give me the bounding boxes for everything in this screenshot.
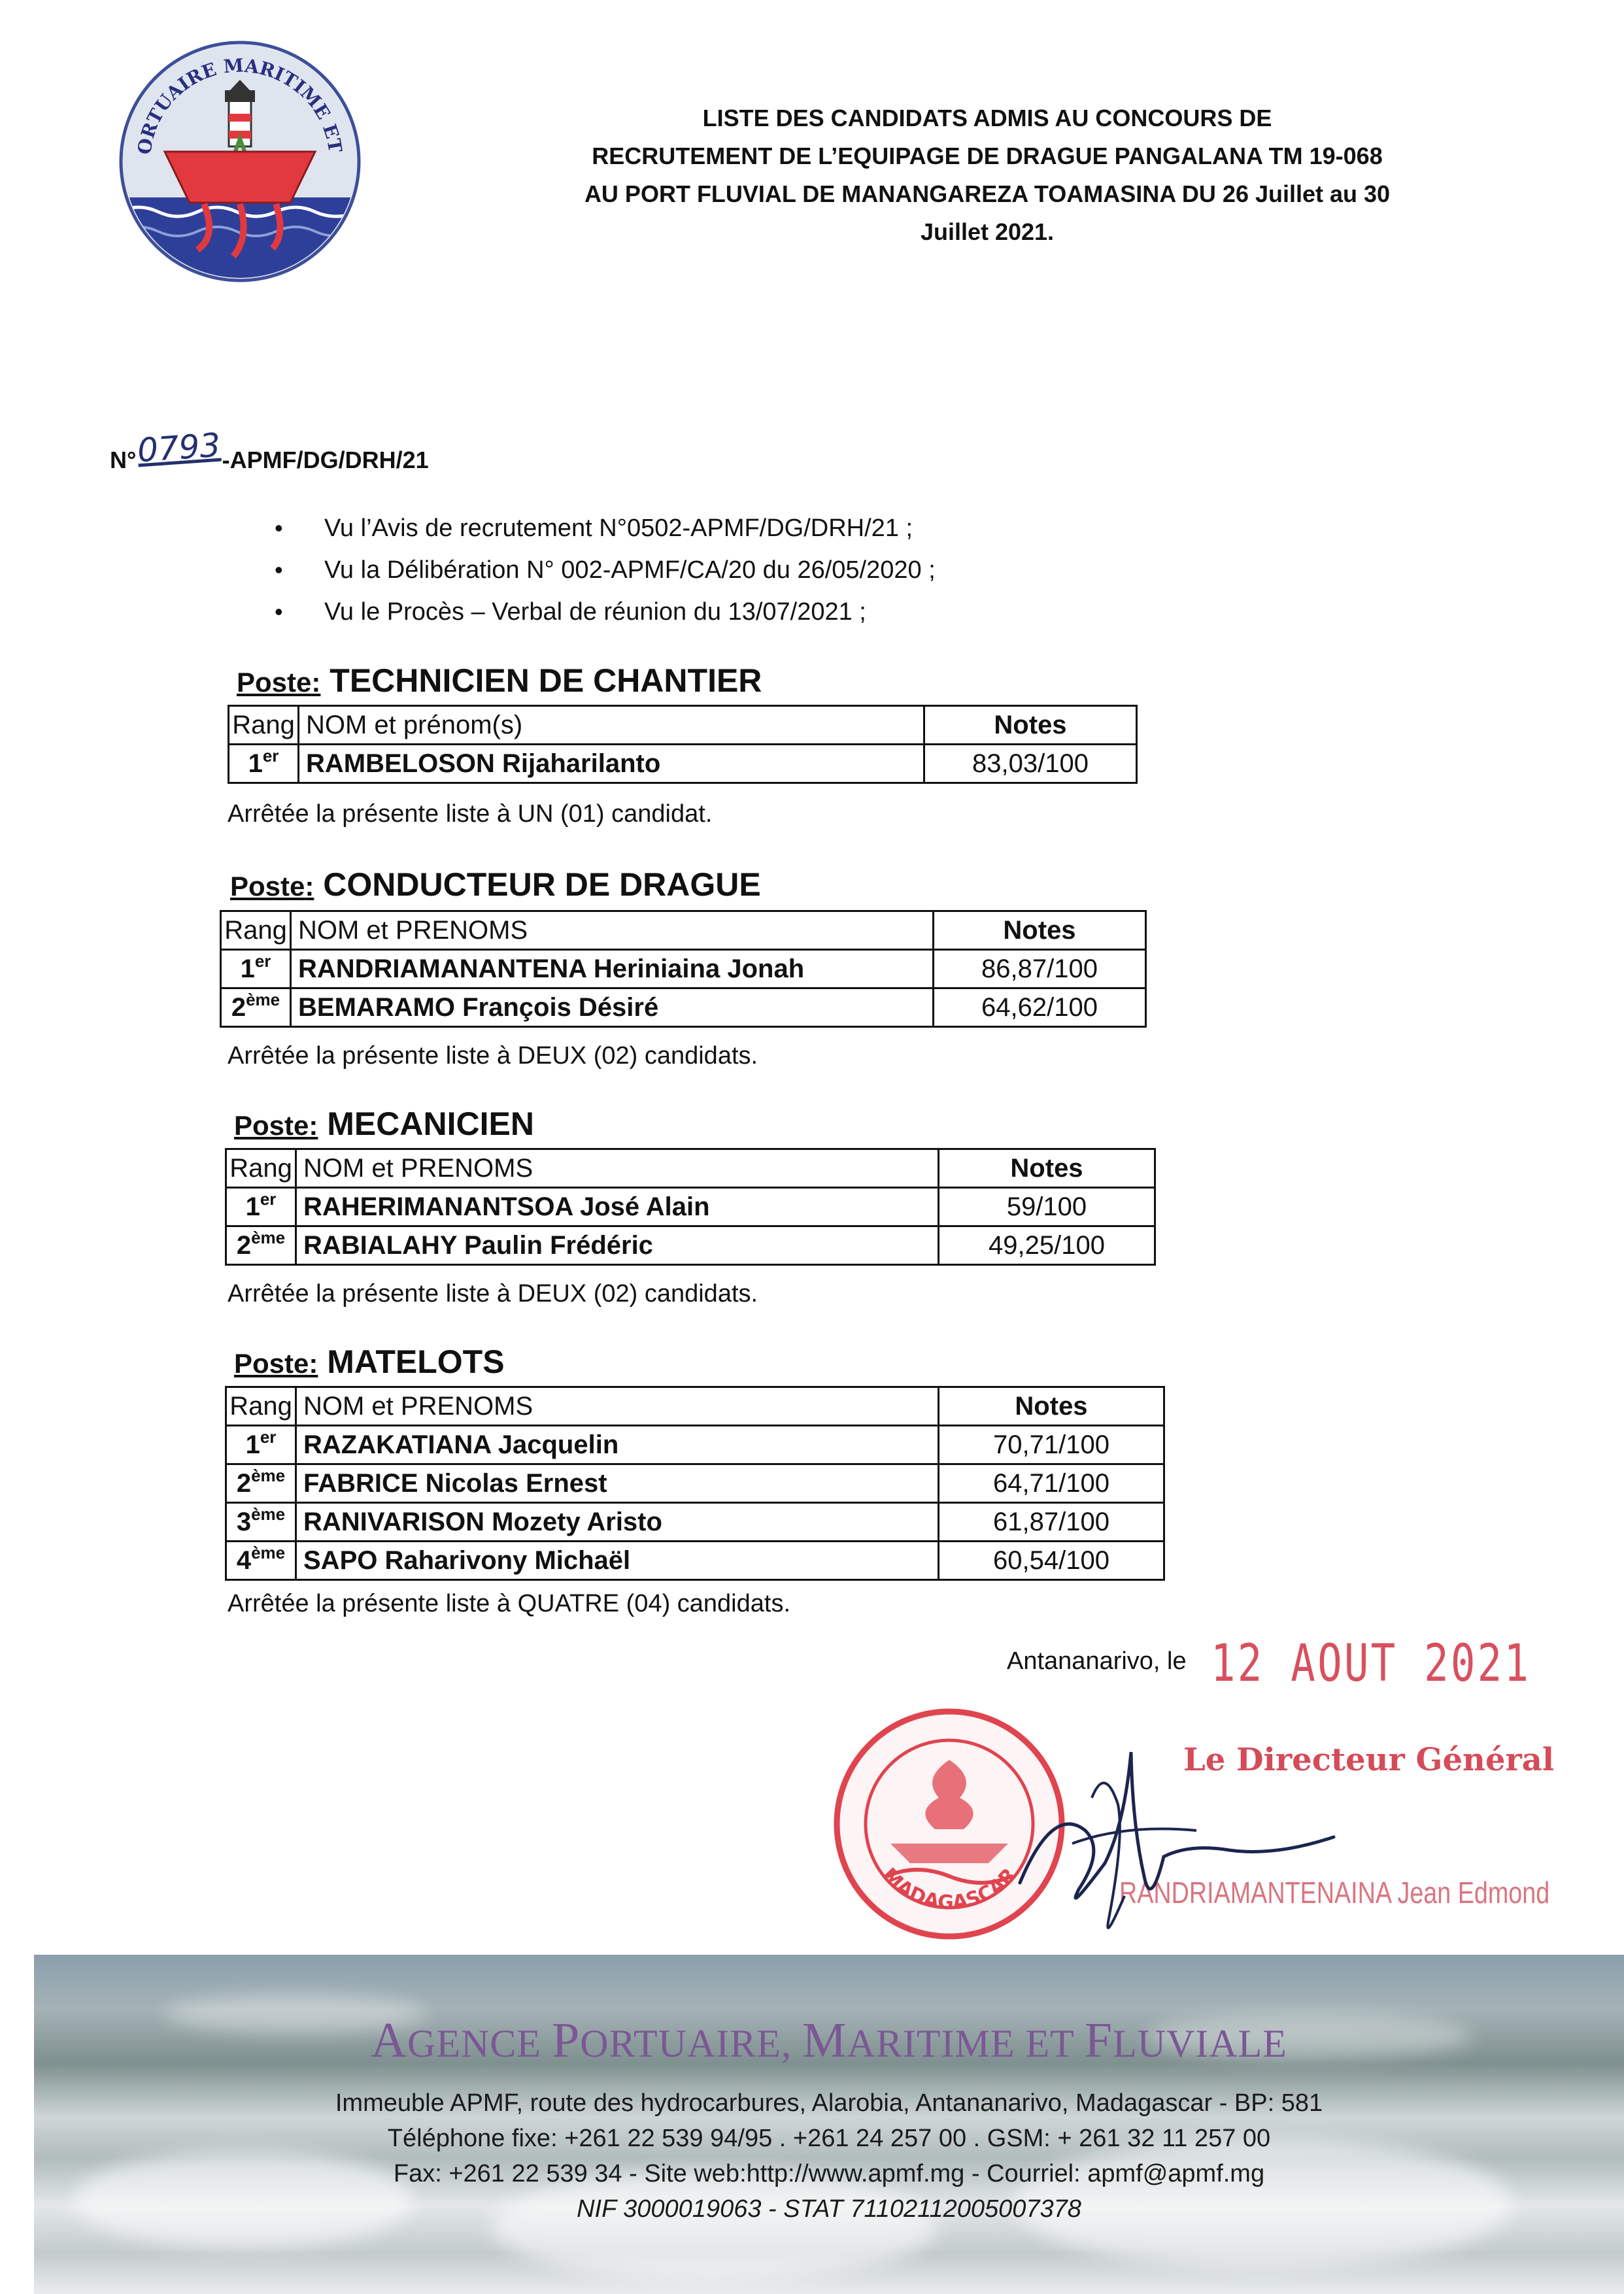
handwritten-number: 0793 [136,426,222,470]
note-cell: 61,87/100 [939,1503,1164,1542]
poste-heading: Poste: TECHNICIEN DE CHANTIER [237,662,762,699]
nif-stat-line: NIF 3000019063 - STAT 71102112005007378 [577,2195,1081,2223]
phone-line: Téléphone fixe: +261 22 539 94/95 . +261 24 257 00 . GSM: + 261 32 11 257 00 [387,2125,1271,2152]
reference-prefix: N° [110,447,137,473]
rank-cell: 2ème [226,1464,296,1503]
note-cell: 60,54/100 [939,1542,1164,1580]
table-row [226,1188,1155,1226]
table-row [221,950,1146,988]
table-row [226,1226,1155,1265]
closing-text: Arrêtée la présente liste à DEUX (02) candidats. [228,1042,758,1070]
reference-number [110,426,429,476]
name-cell: FABRICE Nicolas Ernest [296,1464,939,1503]
note-cell: 64,62/100 [934,988,1146,1027]
handwritten-signature [994,1726,1360,1961]
rank-cell: 2ème [221,988,291,1027]
poste-label: Poste [234,1348,309,1379]
director-name: RANDRIAMANTENAINA Jean Edmond [1119,1876,1550,1910]
note-cell: 83,03/100 [924,745,1137,783]
note-cell: 49,25/100 [939,1226,1155,1265]
closing-text: Arrêtée la présente liste à DEUX (02) candidats. [228,1280,758,1307]
director-title: Le Directeur Général [1183,1742,1555,1778]
results-table [225,1386,1165,1581]
contact-block [34,2085,1624,2227]
name-cell: BEMARAMO François Désiré [291,988,934,1027]
poste-heading: Poste: MATELOTS [234,1343,505,1380]
poste-label: Poste [237,667,312,698]
title-line: RECRUTEMENT DE L’EQUIPAGE DE DRAGUE PANGALANA TM 19-068 [592,143,1383,169]
document-title [497,99,1478,251]
poste-heading: Poste: MECANICIEN [234,1105,534,1142]
table-row [226,1542,1164,1580]
header-nom: NOM et PRENOMS [296,1387,939,1426]
name-cell: RANDRIAMANANTENA Heriniaina Jonah [291,950,934,988]
header-rang: Rang [226,1387,296,1426]
results-table [228,705,1138,784]
poste-title: MATELOTS [327,1343,505,1380]
address-line: Immeuble APMF, route des hydrocarbures, Alarobia, Antananarivo, Madagascar - BP: 581 [335,2089,1323,2117]
rank-cell: 1er [229,745,299,783]
header-rang: Rang [229,706,299,745]
list-item: • Vu la Délibération N° 002-APMF/CA/20 du 26/05/2020 ; [275,549,936,591]
results-table [225,1148,1156,1266]
rank-cell: 4ème [226,1542,296,1580]
header-notes: Notes [934,911,1146,950]
name-cell: SAPO Raharivony Michaël [296,1542,939,1580]
header-rang: Rang [221,911,291,950]
poste-label: Poste [230,871,305,902]
poste-heading: Poste: CONDUCTEUR DE DRAGUE [230,866,761,903]
poste-title: MECANICIEN [327,1105,534,1142]
poste-title: TECHNICIEN DE CHANTIER [330,662,762,699]
header-nom: NOM et PRENOMS [296,1149,939,1188]
name-cell: RAZAKATIANA Jacquelin [296,1426,939,1464]
header-rang: Rang [226,1149,296,1188]
date-stamp: 12 AOUT 2021 [1211,1634,1531,1693]
title-line: LISTE DES CANDIDATS ADMIS AU CONCOURS DE [702,105,1272,131]
name-cell: RANIVARISON Mozety Aristo [296,1503,939,1542]
note-cell: 64,71/100 [939,1464,1164,1503]
table-header-row [226,1149,1155,1188]
place-label: Antananarivo, le [1007,1647,1187,1675]
list-item: • Vu l’Avis de recrutement N°0502-APMF/DG/DRH/21 ; [275,507,936,549]
title-line: AU PORT FLUVIAL DE MANANGAREZA TOAMASINA DU 26 Juillet au 30 [584,180,1391,207]
rank-cell: 1er [226,1426,296,1464]
table-row [226,1464,1164,1503]
fax-web-line: Fax: +261 22 539 34 - Site web:http://www.apmf.mg - Courriel: apmf@apmf.mg [393,2160,1265,2187]
table-header-row [221,911,1146,950]
poste-title: CONDUCTEUR DE DRAGUE [323,866,761,903]
rank-cell: 3ème [226,1503,296,1542]
table-row [226,1426,1164,1464]
note-cell: 70,71/100 [939,1426,1164,1464]
vus-list [275,507,936,633]
closing-text: Arrêtée la présente liste à QUATRE (04) candidats. [228,1590,791,1617]
table-row [221,988,1146,1027]
table-header-row [226,1387,1164,1426]
poste-label: Poste [234,1110,309,1141]
title-line: Juillet 2021. [920,218,1055,245]
agency-name: AGENCE PORTUAIRE, MARITIME ET FLUVIALE [371,2013,1287,2068]
header-notes: Notes [939,1387,1164,1426]
results-table [220,910,1147,1028]
apmf-logo [119,41,361,282]
list-item: • Vu le Procès – Verbal de réunion du 13/07/2021 ; [275,591,936,633]
header-nom: NOM et PRENOMS [291,911,934,950]
name-cell: RAMBELOSON Rijaharilanto [299,745,924,783]
reference-suffix: -APMF/DG/DRH/21 [222,447,429,473]
rank-cell: 2ème [226,1226,296,1265]
rank-cell: 1er [226,1188,296,1226]
logo-arc-text: ORTUAIRE MARITIME ET [133,54,347,156]
table-row [226,1503,1164,1542]
header-notes: Notes [924,706,1137,745]
rank-cell: 1er [221,950,291,988]
header-nom: NOM et prénom(s) [299,706,924,745]
note-cell: 86,87/100 [934,950,1146,988]
note-cell: 59/100 [939,1188,1155,1226]
table-row [229,745,1137,783]
footer-banner [34,1955,1624,2294]
header-notes: Notes [939,1149,1155,1188]
table-header-row [229,706,1137,745]
name-cell: RAHERIMANANTSOA José Alain [296,1188,939,1226]
name-cell: RABIALAHY Paulin Frédéric [296,1226,939,1265]
closing-text: Arrêtée la présente liste à UN (01) candidat. [228,800,713,828]
stamp-text: MADAGASCAR [877,1863,1021,1915]
